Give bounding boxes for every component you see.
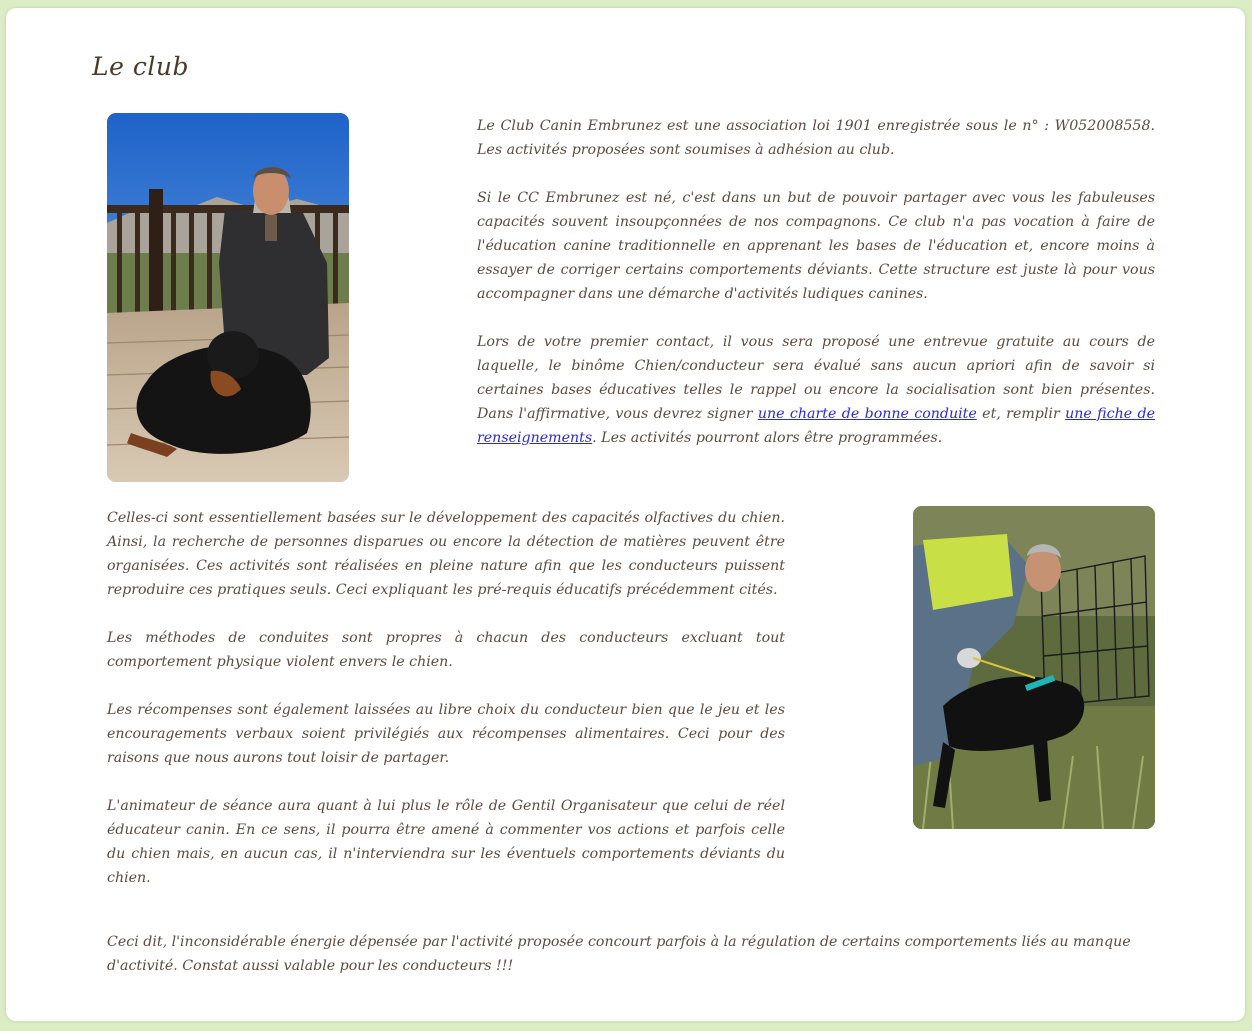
closing-text: Ceci dit, l'inconsidérable énergie dépensée par l'activité proposée concourt parfois à la régulation de certains comportements liés au manque d'activité. Constat aussi valable pour les conducteurs !!! [107,934,1131,974]
details-text [107,506,785,890]
intro-paragraph-first-contact [477,330,1155,450]
intro-paragraph-purpose: Si le CC Embrunez est né, c'est dans un but de pouvoir partager avec vous les fabuleuses capacités souvent insoupçonnées de nos compagnons. Ce club n'a pas vocation à faire de l'éducation canine traditionnelle en apprenant les bases de l'éducation et, encore moins à essayer de corriger certains comportements déviants. Cette structure est juste là pour vous accompagner dans une démarche d'activités ludiques canines. [477,190,1155,302]
first-contact-text-3: . Les activités pourront alors être programmées. [592,430,943,446]
content-card [6,8,1245,1021]
photo-man-with-dog-terrace [107,113,349,482]
details-paragraph-rewards: Les récompenses sont également laissées au libre choix du conducteur bien que le jeu et les encouragements verbaux soient privilégiés aux récompenses alimentaires. Ceci pour des raisons que nous aurons tout loisir de partager. [107,702,785,766]
photo-handler-dog-search [913,506,1155,829]
details-paragraph-animator: L'animateur de séance aura quant à lui plus le rôle de Gentil Organisateur que celui de réel éducateur canin. En ce sens, il pourra être amené à commenter vos actions et parfois celle du chien mais, en aucun cas, il n'interviendra sur les éventuels comportements déviants du chien. [107,798,785,886]
intro-text [477,114,1155,450]
details-paragraph-methods: Les méthodes de conduites sont propres à chacun des conducteurs excluant tout comportement physique violent envers le chien. [107,630,785,670]
intro-paragraph-association: Le Club Canin Embrunez est une association loi 1901 enregistrée sous le n° : W052008558. Les activités proposées sont soumises à adhésion au club. [477,118,1155,158]
charte-bonne-conduite-link[interactable]: une charte de bonne conduite [757,406,977,422]
details-paragraph-activities: Celles-ci sont essentiellement basées sur le développement des capacités olfactives du chien. Ainsi, la recherche de personnes disparues ou encore la détection de matières peuvent être organisées. Ces activités sont réalisées en pleine nature afin que les conducteurs puissent reproduire ces pratiques seuls. Ceci expliquant les pré-requis éducatifs précédemment cités. [107,510,785,598]
fiche-renseignements-link[interactable]: une fiche de renseignements [477,406,1155,446]
first-contact-text: Lors de votre premier contact, il vous sera proposé une entrevue gratuite au cours de laquelle, le binôme Chien/conducteur sera évalué sans aucun apriori afin de savoir si certaines bases éducatives telles le rappel ou encore la socialisation sont bien présentes. Dans l'affirmative, vous devrez signer [477,334,1155,422]
page-title: Le club [92,52,189,81]
first-contact-text-2: et, remplir [976,406,1066,422]
